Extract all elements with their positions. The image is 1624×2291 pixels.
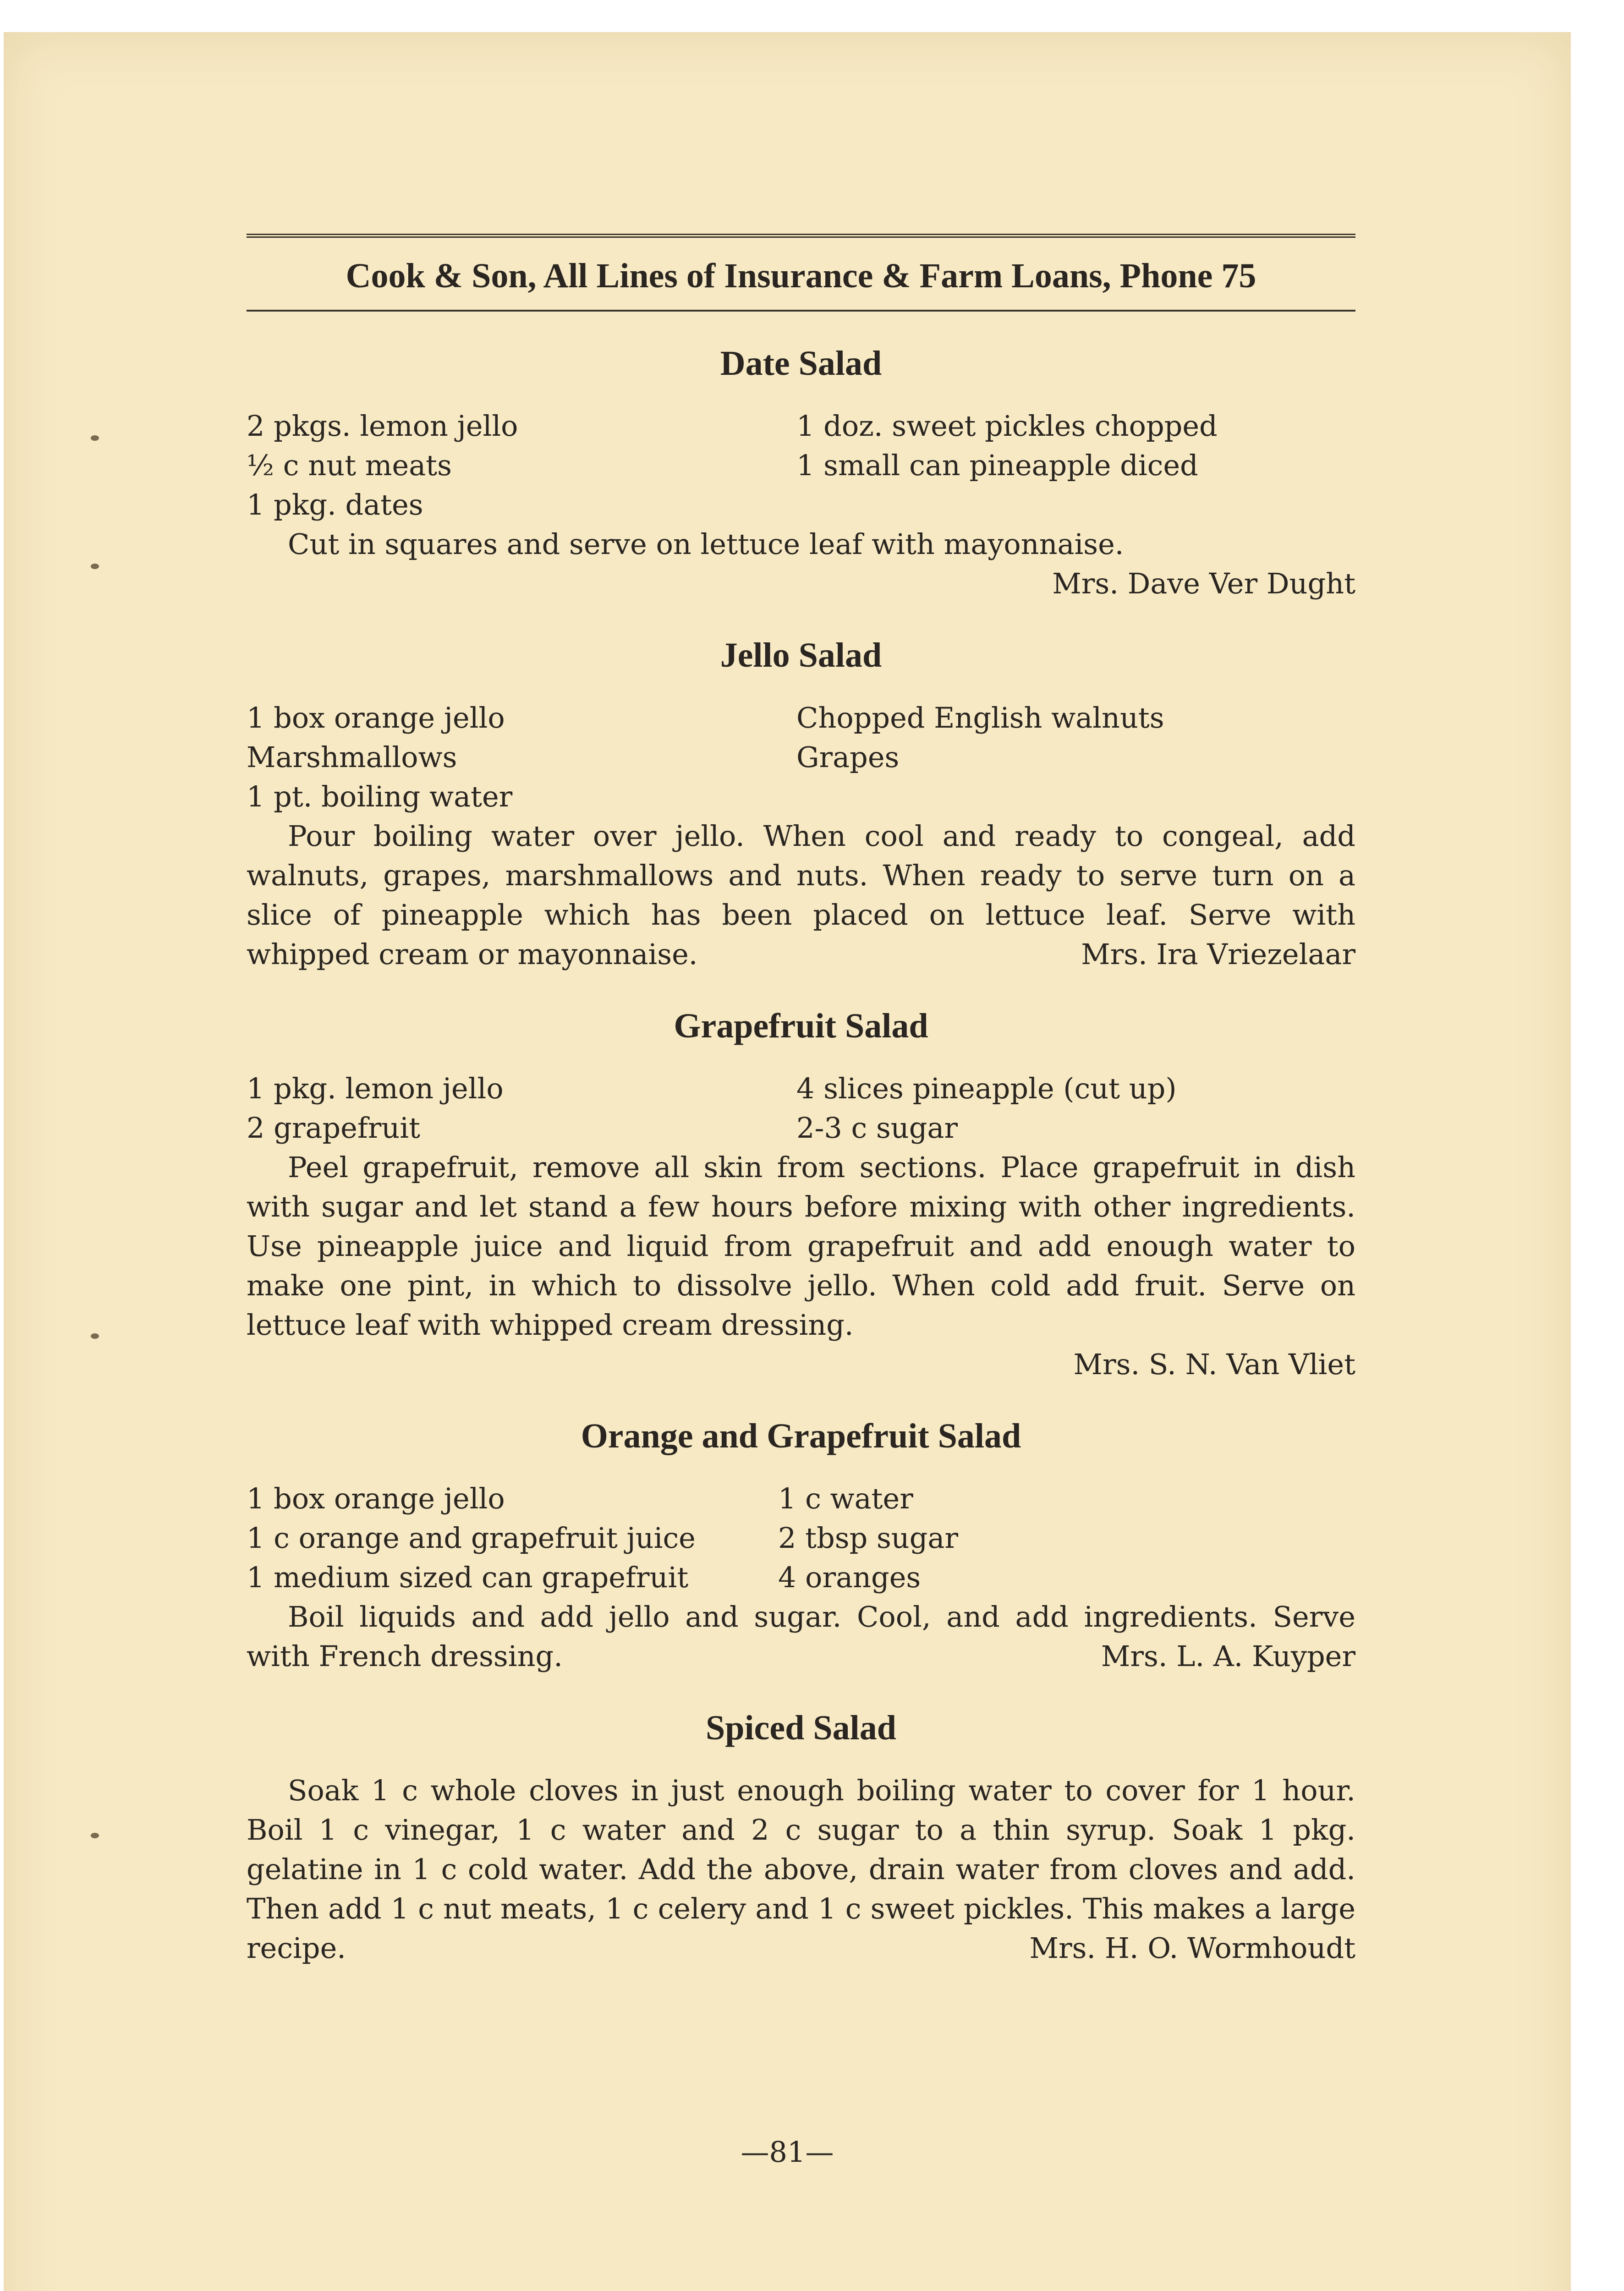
ingredient-list [247, 698, 1355, 817]
ingredient: 1 pkg. lemon jello [247, 1072, 504, 1105]
ingredient: 1 box orange jello [247, 701, 505, 734]
recipe-title: Orange and Grapefruit Salad [581, 1417, 1021, 1455]
ingredient: 1 small can pineapple diced [796, 449, 1198, 482]
page-number: —81— [741, 2135, 834, 2169]
ingredient [796, 777, 1355, 817]
recipe-author: Mrs. S. N. Van Vliet [1073, 1348, 1355, 1381]
recipe-author: Mrs. Dave Ver Dught [1052, 567, 1355, 600]
ingredient: 4 slices pineapple (cut up) [796, 1072, 1177, 1105]
page-speck [91, 435, 99, 441]
header-rule-top [247, 234, 1355, 238]
ingredient: 2 tbsp sugar [778, 1521, 959, 1555]
recipe-directions: Cut in squares and serve on lettuce leaf with mayonnaise. [288, 527, 1124, 561]
ingredient: 1 pkg. dates [247, 488, 423, 521]
recipe-orange-grapefruit-salad [247, 1416, 1355, 1676]
recipe-directions [247, 817, 1355, 974]
ingredient: Grapes [796, 740, 900, 774]
page-content [247, 234, 1355, 1968]
ingredient: 2-3 c sugar [796, 1111, 958, 1145]
book-page [4, 32, 1571, 2291]
page-header: Cook & Son, All Lines of Insurance & Farm Loans, Phone 75 [346, 257, 1256, 295]
ingredient: 2 grapefruit [247, 1111, 421, 1145]
ingredient: Marshmallows [247, 740, 457, 774]
ingredient: 1 c water [778, 1482, 913, 1515]
recipe-directions-text: Boil liquids and add jello and sugar. Cool, and add ingredients. Serve with French dressing. [247, 1600, 1355, 1673]
ingredient: ½ c nut meats [247, 449, 452, 482]
ingredient: 1 medium sized can grapefruit [247, 1561, 689, 1594]
recipe-title: Date Salad [720, 344, 882, 383]
ingredient: 1 doz. sweet pickles chopped [796, 409, 1218, 443]
ingredient [796, 485, 1355, 525]
recipe-author: Mrs. H. O. Wormhoudt [1029, 1931, 1355, 1965]
recipe-jello-salad [247, 636, 1355, 974]
ingredient: 2 pkgs. lemon jello [247, 409, 518, 443]
recipe-spiced-salad [247, 1708, 1355, 1968]
ingredient-list [247, 406, 1355, 525]
recipe-title: Spiced Salad [705, 1709, 897, 1747]
ingredient: 4 oranges [778, 1561, 921, 1594]
recipe-title: Jello Salad [720, 636, 882, 674]
recipe-directions: Peel grapefruit, remove all skin from sections. Place grapefruit in dish with sugar and let stand a few hours before mixing with other ingredients. Use pineapple juice and liquid from grapefruit and add enough water to make one pint, in which to dissolve jello. When cold add fruit. Serve on lettuce leaf with whipped cream dressing. [247, 1151, 1355, 1342]
recipe-directions-text: Soak 1 c whole cloves in just enough boiling water to cover for 1 hour. Boil 1 c vinegar, 1 c water and 2 c sugar to a thin syrup. Soak 1 pkg. gelatine in 1 c cold water. Add the above, drain water from cloves and add. Then add 1 c nut meats, 1 c celery and 1 c sweet pickles. This makes a large recipe. [247, 1774, 1355, 1965]
page-speck [91, 564, 99, 569]
recipe-author: Mrs. Ira Vriezelaar [1081, 937, 1355, 971]
ingredient-list [247, 1479, 1355, 1597]
recipe-title: Grapefruit Salad [674, 1007, 928, 1045]
ingredient: 1 box orange jello [247, 1482, 505, 1515]
ingredient-list [247, 1069, 1355, 1148]
recipe-grapefruit-salad [247, 1006, 1355, 1384]
page-speck [91, 1833, 99, 1838]
ingredient: 1 pt. boiling water [247, 780, 513, 813]
ingredient: 1 c orange and grapefruit juice [247, 1521, 696, 1555]
page-speck [91, 1333, 99, 1339]
recipe-author: Mrs. L. A. Kuyper [1101, 1639, 1355, 1673]
header-rule-bottom [247, 310, 1355, 312]
recipe-date-salad [247, 344, 1355, 603]
recipe-directions [247, 1597, 1355, 1676]
ingredient: Chopped English walnuts [796, 701, 1164, 734]
recipe-directions-text: Pour boiling water over jello. When cool and ready to congeal, add walnuts, grapes, marshmallows and nuts. When ready to serve turn on a slice of pineapple which has been placed on lettuce leaf. Serve with whipped cream or mayonnaise. [247, 819, 1355, 971]
recipe-directions [247, 1771, 1355, 1968]
